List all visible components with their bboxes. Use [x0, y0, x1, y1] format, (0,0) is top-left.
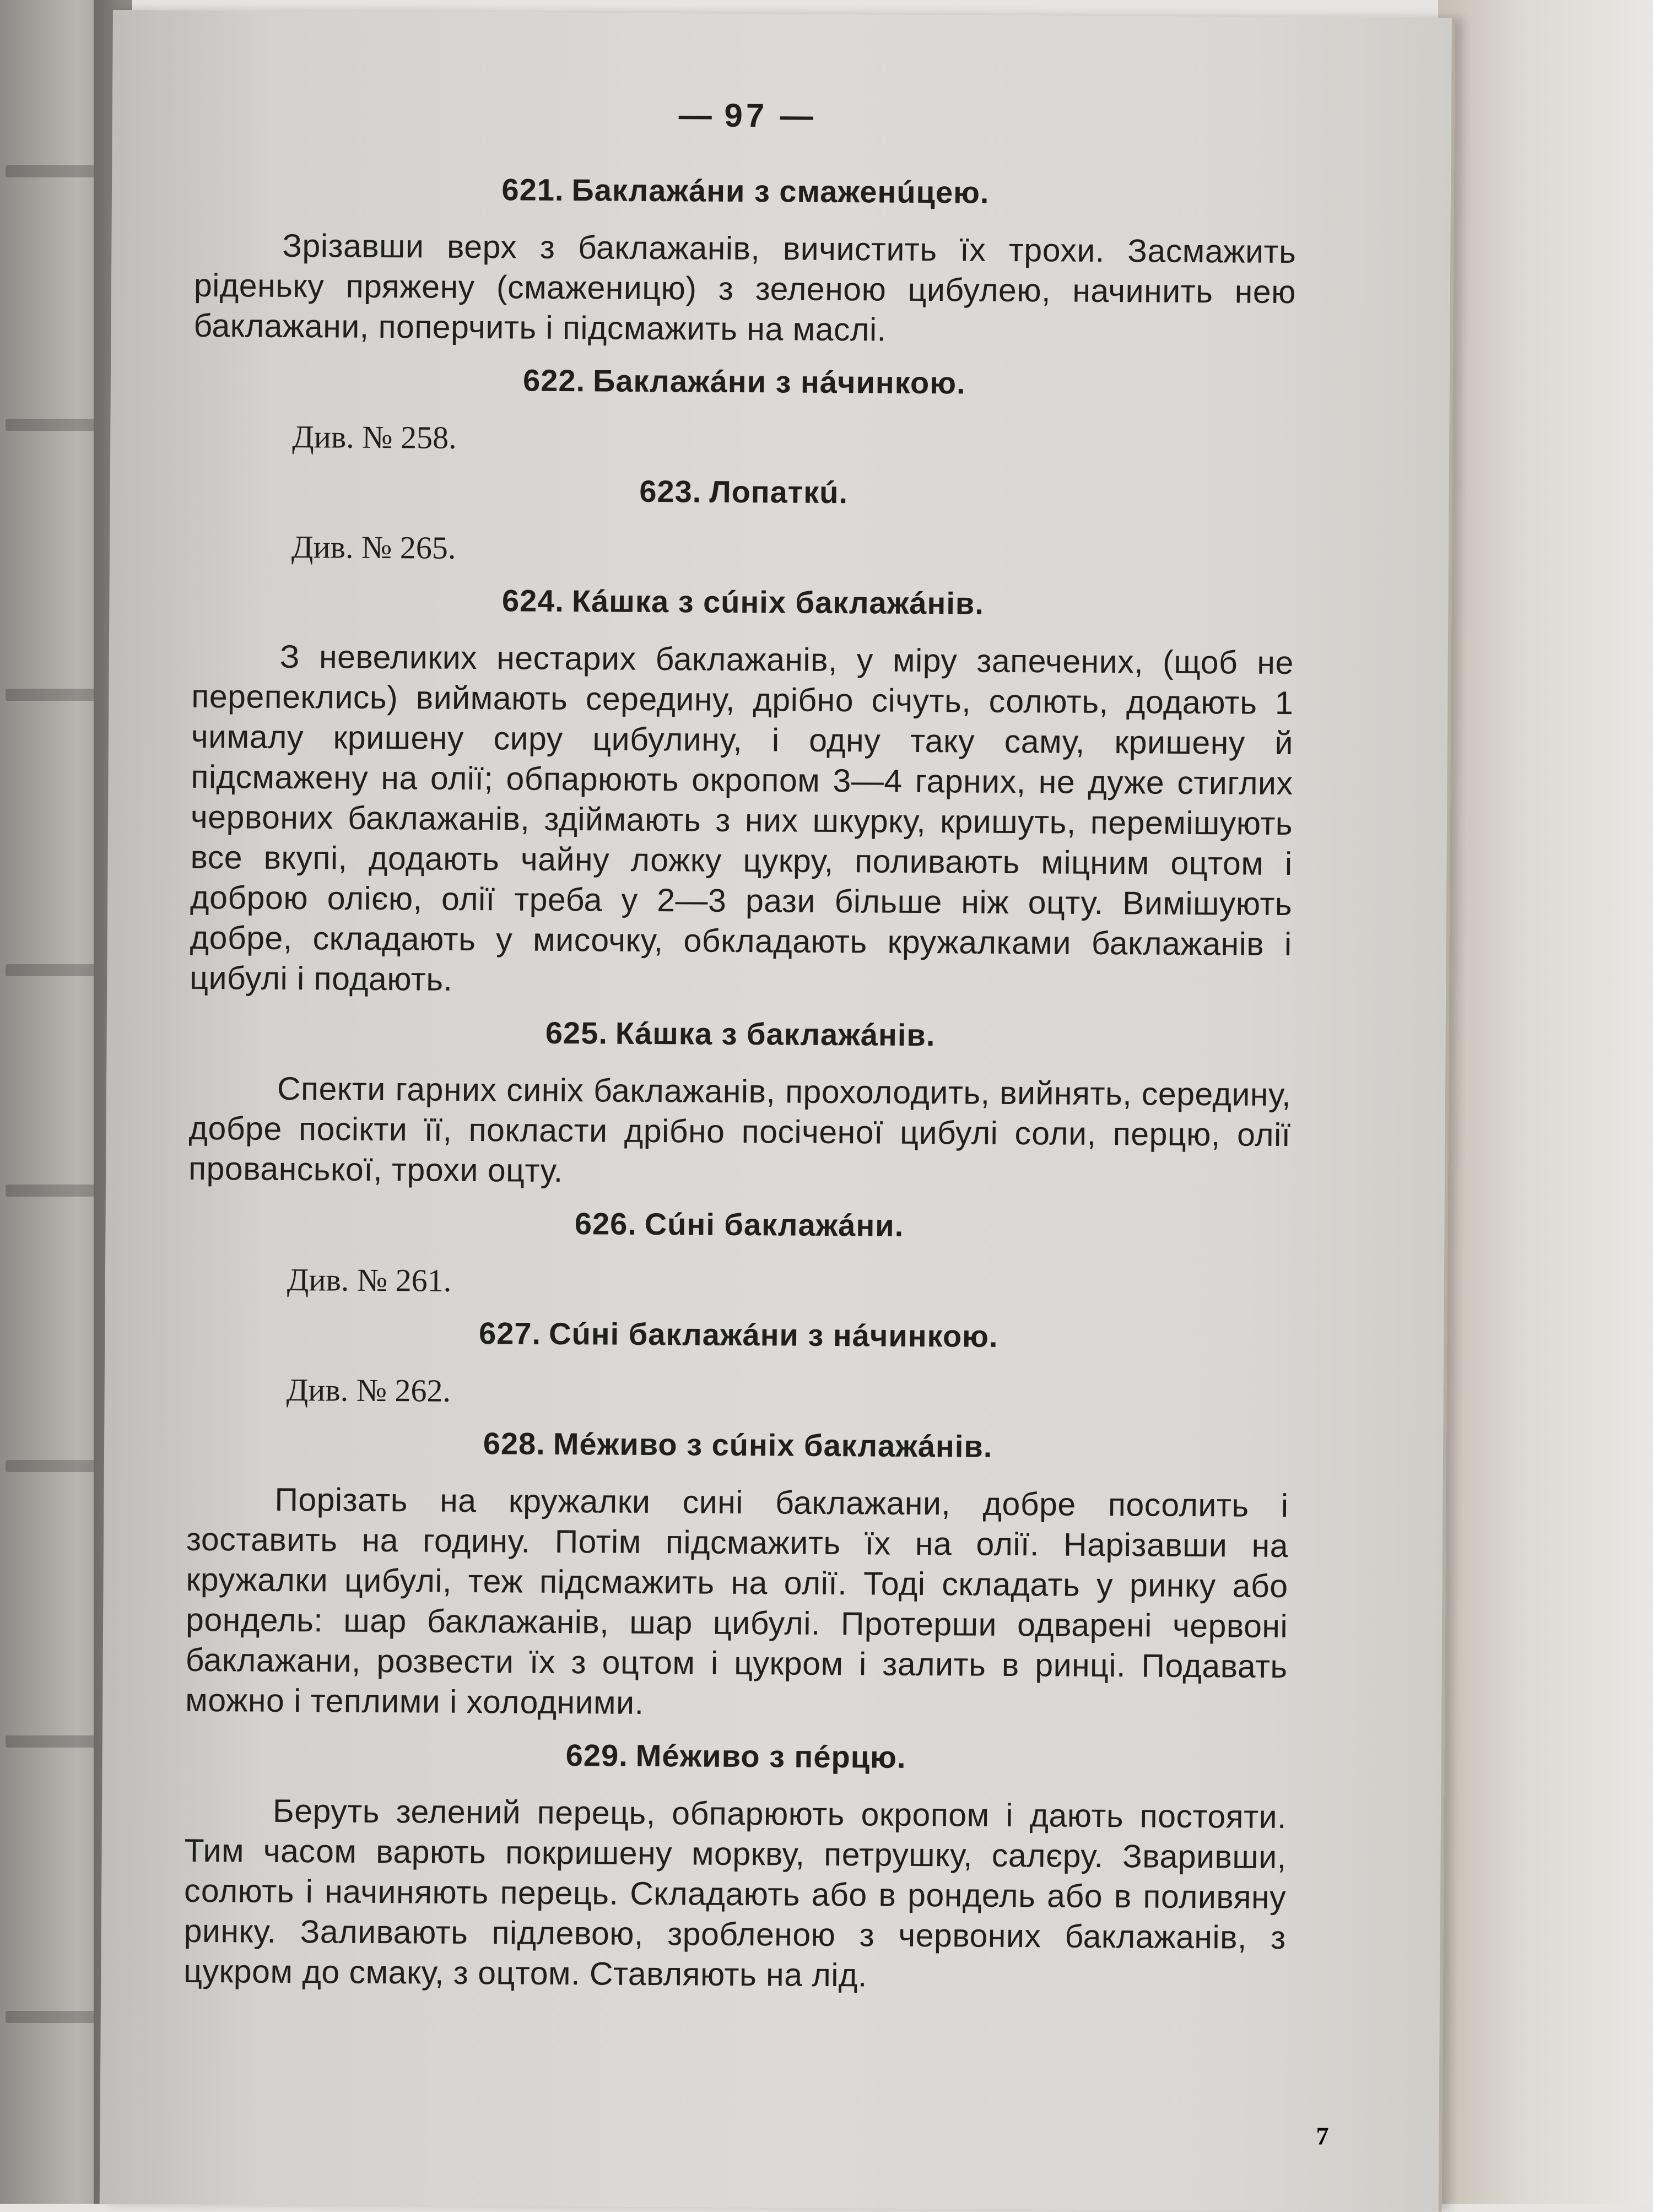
recipe-name: Мéживо з сúніх баклажáнів. [553, 1426, 993, 1464]
recipe-title [193, 360, 1295, 403]
header-dash-left: — [678, 96, 712, 134]
recipe-number: 625. [545, 1015, 608, 1051]
left-page-text-ghost [6, 964, 99, 976]
left-page-text-ghost [6, 1460, 99, 1472]
page-number: 97 [724, 96, 768, 134]
recipe-text: Зрізавши верх з баклажанів, вичистить їх трохи. Засмажить ріденьку пряжену (смаженицю) з зеленою цибулею, начинить нею баклажани, поперчить і підсмажить на маслі. [193, 227, 1297, 348]
page-content [183, 93, 1297, 2007]
recipe-name: Кáшка з баклажáнів. [615, 1015, 936, 1053]
book-cover-right [1438, 0, 1653, 2204]
recipe-name: Мéживо з пéрцю. [635, 1738, 906, 1775]
recipe-reference: Див. № 258. [292, 419, 457, 456]
recipe-number: 624. [501, 583, 565, 619]
left-page-text-ghost [6, 689, 99, 701]
printer-signature-mark: 7 [1316, 2122, 1329, 2150]
recipe-text: Порізать на кружалки сині баклажани, добре посолить і зоставить на годину. Потім підсмажить їх на олії. Нарізавши на кружалки цибулі, теж підсмажить на олії. Тоді складать у ринку або рондель: шар баклажанів, шар цибулі. Протерши одварені червоні баклажани, розвести їх з оцтом і цукром і залить в ринці. Подавать можно і теплими і холодними. [185, 1481, 1289, 1721]
recipe-text: З невеликих нестарих баклажанів, у міру запечених, (щоб не перепеклись) виймають середину, дрібно січуть, солють, додають 1 чималу кришену сиру цибулину, і одну таку саму, кришену й підсмажену на олії; обпарюють окропом 3—4 гарних, не дуже стиглих червоних баклажанів, здіймають з них шкурку, кришуть, перемішують все вкупі, додають чайну ложку цукру, поливають міцним оцтом і доброю олією, олії треба у 2—3 рази більше ніж оцту. Вимішують добре, складають у мисочку, обкладають кружалками баклажанів і цибулі і подають. [190, 638, 1294, 998]
recipe-title [192, 470, 1294, 513]
left-page-text-ghost [6, 1185, 99, 1197]
recipe-number: 629. [565, 1738, 628, 1773]
recipe-622 [193, 360, 1295, 463]
header-dash-right: — [780, 97, 814, 134]
recipe-626 [188, 1203, 1290, 1306]
recipe-title [189, 1013, 1291, 1055]
recipe-number: 628. [483, 1426, 546, 1461]
recipe-title [195, 170, 1297, 212]
recipe-name: Баклажáни з смаженúцею. [571, 172, 990, 210]
left-page-text-ghost [6, 165, 99, 177]
recipe-621 [193, 170, 1297, 353]
page-number-header [195, 93, 1297, 138]
recipe-number: 622. [522, 363, 586, 398]
recipe-name: Лопаткú. [709, 474, 849, 510]
recipe-627 [187, 1313, 1289, 1416]
recipe-title [187, 1313, 1289, 1356]
recipe-name: Баклажáни з нáчинкою. [592, 363, 966, 401]
recipe-number: 623. [639, 473, 702, 509]
recipe-number: 626. [574, 1206, 638, 1241]
recipe-name: Кáшка з сúніх баклажáнів. [571, 583, 985, 621]
recipe-623 [192, 470, 1295, 573]
recipe-title [187, 1424, 1289, 1466]
recipe-title [192, 581, 1294, 623]
recipe-625 [188, 1013, 1292, 1196]
book-page [100, 10, 1455, 2212]
recipe-624 [190, 581, 1294, 1005]
recipe-name: Сúні баклажáни. [644, 1206, 904, 1243]
recipe-title [185, 1735, 1287, 1777]
recipe-reference: Див. № 265. [291, 528, 456, 566]
recipe-text: Спекти гарних синіх баклажанів, прохолодить, вийнять, середину, добре посікти її, покласти дрібно посіченої цибулі соли, перцю, олії прованської, трохи оцту. [188, 1070, 1292, 1189]
recipe-628 [185, 1424, 1289, 1727]
recipe-number: 621. [501, 172, 564, 208]
recipe-name: Сúні баклажáни з нáчинкою. [548, 1316, 998, 1354]
recipe-title [188, 1203, 1290, 1246]
left-page-text-ghost [6, 419, 99, 431]
recipe-reference: Див. № 261. [287, 1261, 452, 1299]
recipe-629 [183, 1735, 1287, 1998]
recipe-number: 627. [478, 1316, 542, 1351]
left-page-text-ghost [6, 1735, 99, 1748]
left-page-text-ghost [6, 2011, 99, 2023]
recipe-reference: Див. № 262. [286, 1371, 451, 1409]
recipe-text: Беруть зелений перець, обпарюють окропом і дають постояти. Тим часом варють покришену моркву, петрушку, салєру. Зваривши, солють і начиняють перець. Складають або в рондель або в поливяну ринку. Заливають підлевою, зробленою з червоних баклажанів, з цукром до смаку, з оцтом. Ставляють на лід. [183, 1792, 1287, 1994]
